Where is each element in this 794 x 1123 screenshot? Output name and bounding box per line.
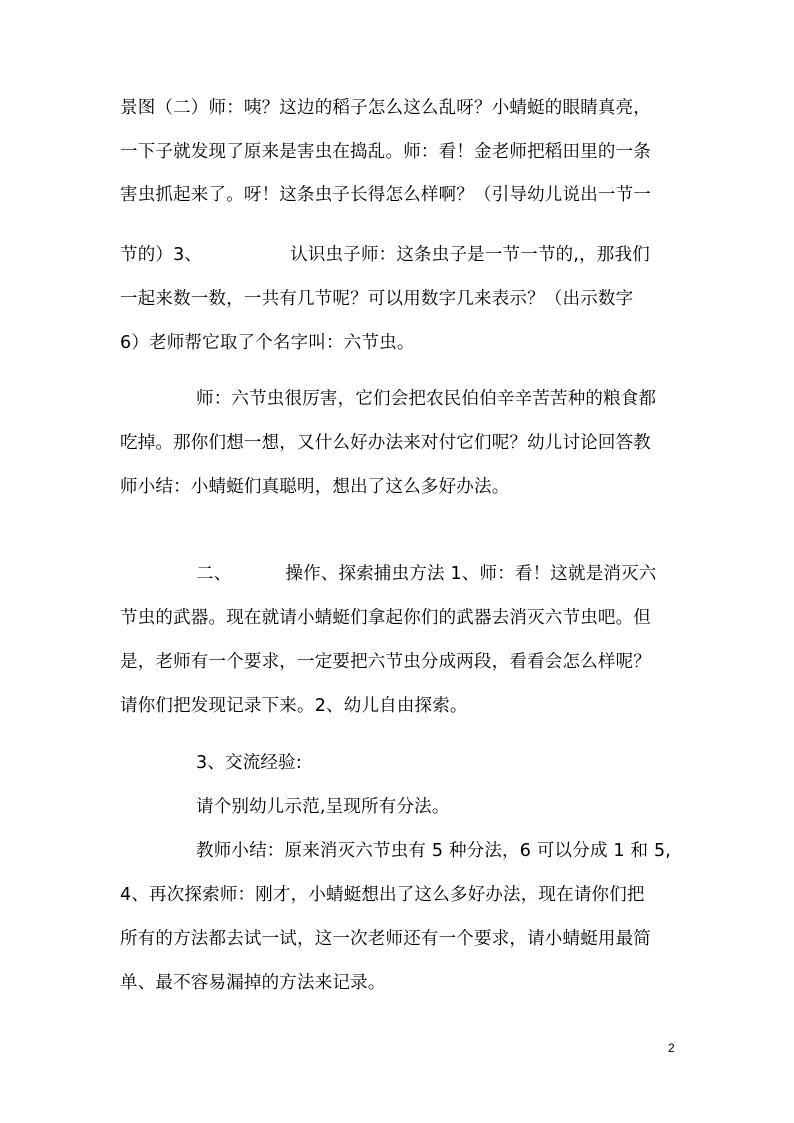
text-line: 所有的方法都去试一试，这一次老师还有一个要求，请小蜻蜓用最简 bbox=[120, 929, 651, 949]
section-text: 认识虫子师：这条虫子是一节一节的,，那我们 bbox=[290, 245, 650, 265]
text-line: 节虫的武器。现在就请小蜻蜓们拿起你们的武器去消灭六节虫吧。但 bbox=[120, 608, 651, 628]
text-line: 4、再次探索师：刚才，小蜻蜓想出了这么多好办法，现在请你们把 bbox=[120, 885, 645, 905]
text-line: 是，老师有一个要求，一定要把六节虫分成两段，看看会怎么样呢？ bbox=[120, 652, 651, 672]
text-line: 请你们把发现记录下来。2、幼儿自由探索。 bbox=[120, 696, 468, 716]
text-line: 吃掉。那你们想一想，又什么好办法来对付它们呢？幼儿讨论回答教 bbox=[120, 433, 651, 453]
page-number: 2 bbox=[668, 1041, 675, 1055]
paragraph-line: 3、交流经验: bbox=[196, 753, 302, 773]
text-line bbox=[120, 243, 680, 267]
text-line: 害虫抓起来了。呀！这条虫子长得怎么样啊？（引导幼儿说出一节一 bbox=[120, 185, 651, 205]
section-heading-line bbox=[196, 562, 756, 586]
paragraph-start: 师：六节虫很厉害，它们会把农民伯伯辛辛苦苦种的粮食都 bbox=[196, 389, 657, 409]
section-text: 操作、探索捕虫方法 1、师：看！这就是消灭六 bbox=[285, 564, 657, 584]
text-line: 师小结：小蜻蜓们真聪明，想出了这么多好办法。 bbox=[120, 477, 510, 497]
text-line: 景图（二）师：咦？这边的稻子怎么这么乱呀？小蜻蜓的眼睛真亮， bbox=[120, 98, 651, 118]
paragraph-line: 请个别幼儿示范,呈现所有分法。 bbox=[196, 797, 450, 817]
text-line: 6）老师帮它取了个名字叫：六节虫。 bbox=[120, 333, 415, 353]
section-number: 节的）3、 bbox=[120, 245, 203, 265]
section-number: 二、 bbox=[196, 564, 232, 584]
text-line: 一下子就发现了原来是害虫在捣乱。师：看！金老师把稻田里的一条 bbox=[120, 142, 651, 162]
text-line: 一起来数一数，一共有几节呢？可以用数字几来表示？（出示数字 bbox=[120, 289, 634, 309]
paragraph-line: 教师小结：原来消灭六节虫有 5 种分法，6 可以分成 1 和 5, bbox=[196, 841, 672, 861]
text-line: 单、最不容易漏掉的方法来记录。 bbox=[120, 973, 386, 993]
